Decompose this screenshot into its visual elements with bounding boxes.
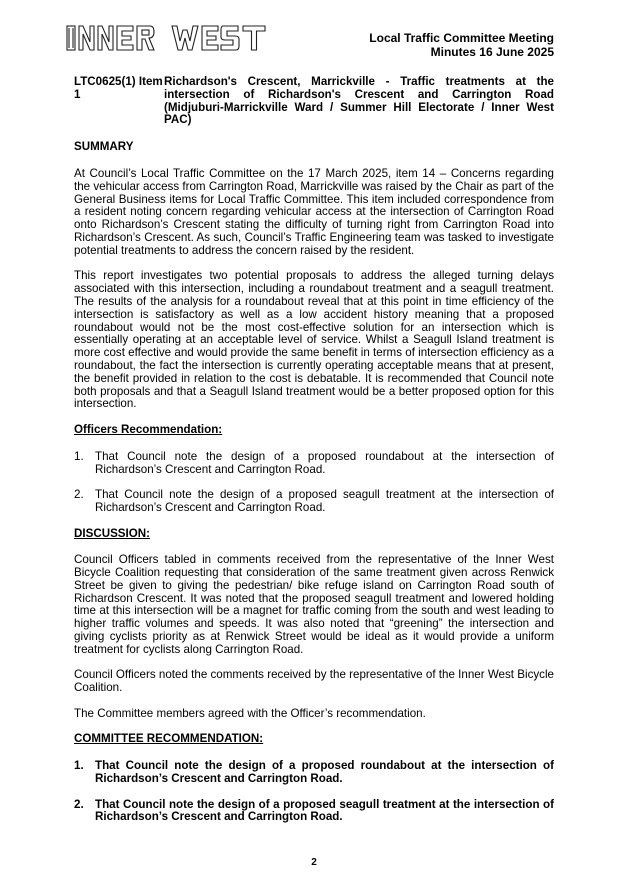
- officers-recommendation-list: [74, 451, 554, 515]
- list-text: That Council note the design of a proposed seagull treatment at the intersection of Richardson’s Crescent and Carrington Road.: [95, 797, 554, 824]
- discussion-paragraph: The Committee members agreed with the Officer’s recommendation.: [74, 706, 426, 720]
- officers-recommendation-heading: Officers Recommendation:: [74, 422, 223, 436]
- page-number: 2: [311, 857, 317, 868]
- list-number: 2.: [74, 488, 84, 502]
- list-item: [74, 451, 554, 477]
- minutes-date: Minutes 16 June 2025: [430, 45, 554, 59]
- list-text: That Council note the design of a proposed roundabout at the intersection of Richardson’s Crescent and Carrington Road.: [95, 759, 554, 786]
- meeting-title: Local Traffic Committee Meeting: [369, 31, 554, 45]
- list-text: That Council note the design of a proposed roundabout at the intersection of Richardson’s Crescent and Carrington Road.: [95, 449, 554, 476]
- item-heading: [74, 76, 554, 127]
- list-item: [74, 760, 554, 786]
- list-number: 1.: [74, 449, 84, 463]
- list-text: That Council note the design of a proposed seagull treatment at the intersection of Richardson’s Crescent and Carrington Road.: [95, 488, 554, 514]
- summary-paragraph: At Council’s Local Traffic Committee on the 17 March 2025, item 14 – Concerns regarding the vehicular access from Carrington Road, Marrickville was raised by the Chair as part of the General Business items for Local Traffic Committee. This item included correspondence from a resident noting concern regarding vehicular access at the intersection of Carrington Road onto Richardson’s Crescent stating the difficulty of turning right from Carrington Road into Richardson’s Crescent. As such, Council’s Traffic Engineering team was tasked to investigate potential treatments to address the concern raised by the resident.: [74, 166, 554, 257]
- committee-recommendation-heading: COMMITTEE RECOMMENDATION:: [74, 732, 264, 746]
- discussion-heading: DISCUSSION:: [74, 526, 151, 540]
- list-item: [74, 799, 554, 825]
- item-id: LTC0625(1) Item 1: [74, 75, 163, 101]
- discussion-paragraph: Council Officers tabled in comments received from the representative of the Inner West Bicycle Coalition requesting that consideration of the same treatment given across Renwick Street be given to giving the pedestrian/ bike refuge island on Carrington Road south of Richardson Crescent. It was noted that the proposed seagull treatment and lowered holding time at this intersection will be a magnet for traffic coming from the south and west leading to higher traffic volumes and speeds. It was also noted that “greening” the intersection and giving cyclists priority as at Renwick Street would be ideal as it would provide a uniform treatment for cyclists along Carrington Road.: [74, 553, 554, 656]
- discussion-paragraph: Council Officers noted the comments received by the representative of the Inner West Bicycle Coalition.: [74, 668, 554, 695]
- summary-paragraph: This report investigates two potential proposals to address the alleged turning delays associated with this intersection, including a roundabout treatment and a seagull treatment. The results of the analysis for a roundabout reveal that at this point in time efficiency of the intersection is satisfactory as well as a low accident history meaning that a proposed roundabout would not be the most cost-effective solution for an intersection which is essentially operating at an acceptable level of service. Whilst a Seagull Island treatment is more cost effective and would provide the same benefit in terms of intersection efficiency as a roundabout, the fact the intersection is currently operating acceptable means that at present, the benefit provided in relation to the cost is debatable. It is recommended that Council note both proposals and that a Seagull Island treatment would be a better proposed option for this intersection.: [74, 269, 554, 411]
- inner-west-logo: [66, 24, 271, 54]
- committee-recommendation-list: [74, 760, 554, 824]
- list-number: 1.: [74, 759, 84, 773]
- summary-heading: SUMMARY: [74, 140, 134, 154]
- list-item: [74, 489, 554, 515]
- item-title: Richardson's Crescent, Marrickville - Traffic treatments at the intersection of Richardson's Crescent and Carrington Road (Midjuburi-Marrickville Ward / Summer Hill Electorate / Inner West PAC): [164, 75, 554, 127]
- list-number: 2.: [74, 797, 84, 811]
- document-body: [74, 76, 554, 837]
- page-header: [369, 31, 554, 59]
